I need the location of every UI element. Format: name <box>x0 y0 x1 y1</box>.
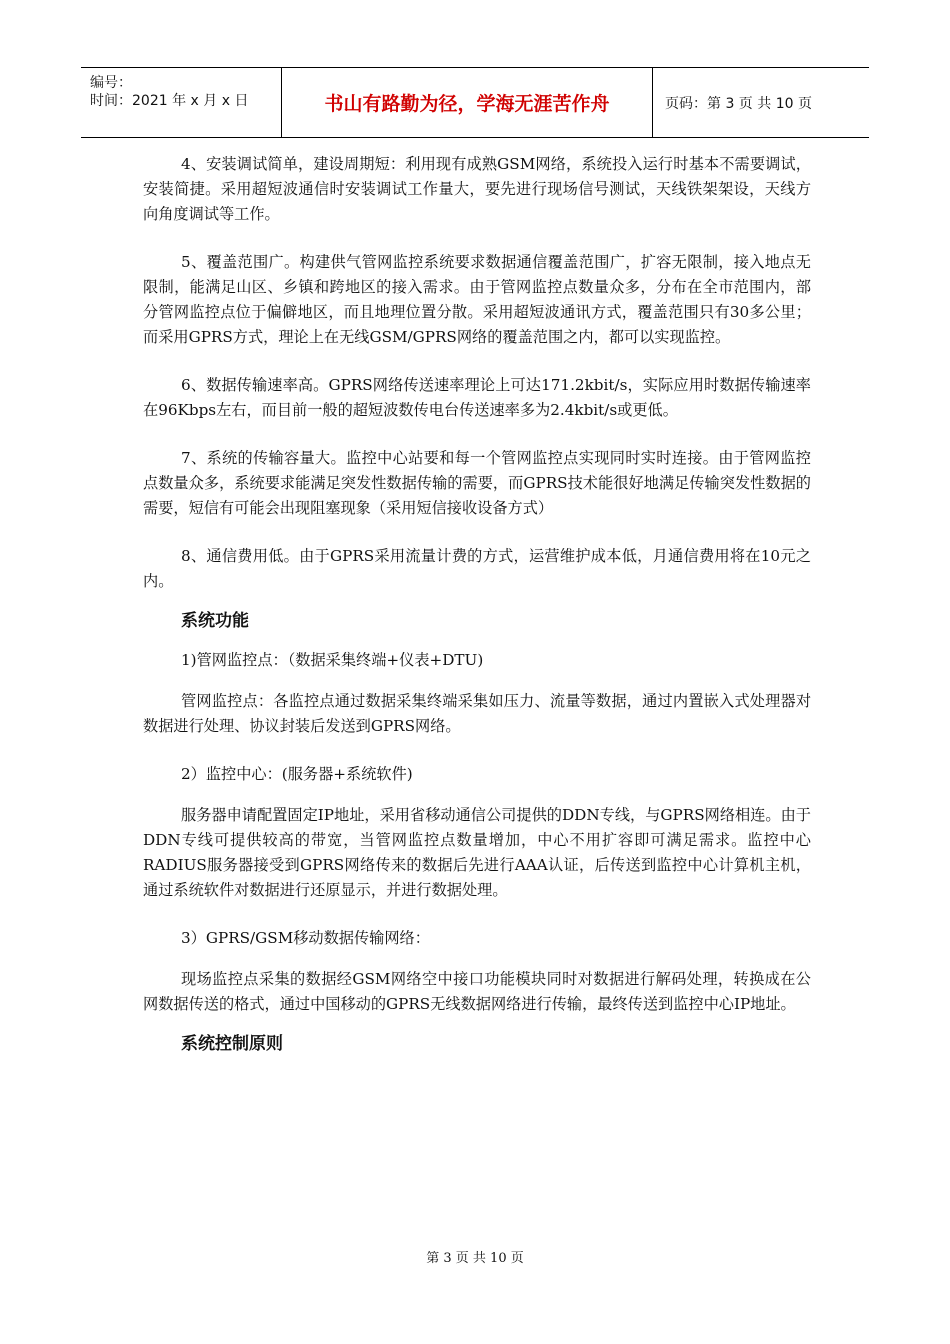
paragraph-7: 7、系统的传输容量大。监控中心站要和每一个管网监控点实现同时实时连接。由于管网监控点数量众多，系统要求能满足突发性数据传输的需要，而GPRS技术能很好地满足传输突发性数据的需要，短信有可能会出现阻塞现象（采用短信接收设备方式） <box>143 449 811 517</box>
header-page-label: 页码：第 3 页 共 10 页 <box>665 95 812 112</box>
footer-page-number: 第 3 页 共 10 页 <box>426 1251 524 1266</box>
item2-text: 服务器申请配置固定IP地址，采用省移动通信公司提供的DDN专线，与GPRS网络相连。由于DDN专线可提供较高的带宽，当管网监控点数量增加，中心不用扩容即可满足需求。监控中心RADIUS服务器接受到GPRS网络传来的数据后先进行AAA认证，后传送到监控中心计算机主机，通过系统软件对数据进行还原显示，并进行数据处理。 <box>143 806 811 899</box>
document-time-label: 时间：2021 年 x 月 x 日 <box>90 93 249 109</box>
header-left-cell <box>81 68 281 137</box>
document-number-label: 编号： <box>90 75 132 91</box>
page-header <box>81 67 869 138</box>
page-footer <box>0 1247 950 1266</box>
item3-text: 现场监控点采集的数据经GSM网络空中接口功能模块同时对数据进行解码处理，转换成在公网数据传送的格式，通过中国移动的GPRS无线数据网络进行传输，最终传送到监控中心IP地址。 <box>143 970 811 1013</box>
section-heading-control: 系统控制原则 <box>181 1034 283 1054</box>
paragraph-4: 4、安装调试简单，建设周期短：利用现有成熟GSM网络，系统投入运行时基本不需要调试，安装简捷。采用超短波通信时安装调试工作量大，要先进行现场信号测试，天线铁架架设，天线方向角度调试等工作。 <box>143 155 811 223</box>
item1-title: 1)管网监控点：（数据采集终端+仪表+DTU) <box>181 651 484 669</box>
paragraph-6: 6、数据传输速率高。GPRS网络传送速率理论上可达171.2kbit/s，实际应用时数据传输速率在96Kbps左右，而目前一般的超短波数传电台传送速率多为2.4kbit/s或更低。 <box>143 376 811 419</box>
item2-title: 2）监控中心：(服务器+系统软件) <box>181 765 413 783</box>
document-body <box>143 152 811 1071</box>
paragraph-8: 8、通信费用低。由于GPRS采用流量计费的方式，运营维护成本低，月通信费用将在10元之内。 <box>143 547 811 590</box>
item1-text: 管网监控点：各监控点通过数据采集终端采集如压力、流量等数据，通过内置嵌入式处理器对数据进行处理、协议封装后发送到GPRS网络。 <box>143 692 811 735</box>
paragraph-5: 5、覆盖范围广。构建供气管网监控系统要求数据通信覆盖范围广，扩容无限制，接入地点无限制，能满足山区、乡镇和跨地区的接入需求。由于管网监控点数量众多，分布在全市范围内，部分管网监控点位于偏僻地区，而且地理位置分散。采用超短波通讯方式，覆盖范围只有30多公里；而采用GPRS方式，理论上在无线GSM/GPRS网络的覆盖范围之内，都可以实现监控。 <box>143 253 811 346</box>
section-heading-functions: 系统功能 <box>181 611 249 631</box>
header-motto: 书山有路勤为径，学海无涯苦作舟 <box>281 68 653 137</box>
item3-title: 3）GPRS/GSM移动数据传输网络： <box>181 929 430 947</box>
